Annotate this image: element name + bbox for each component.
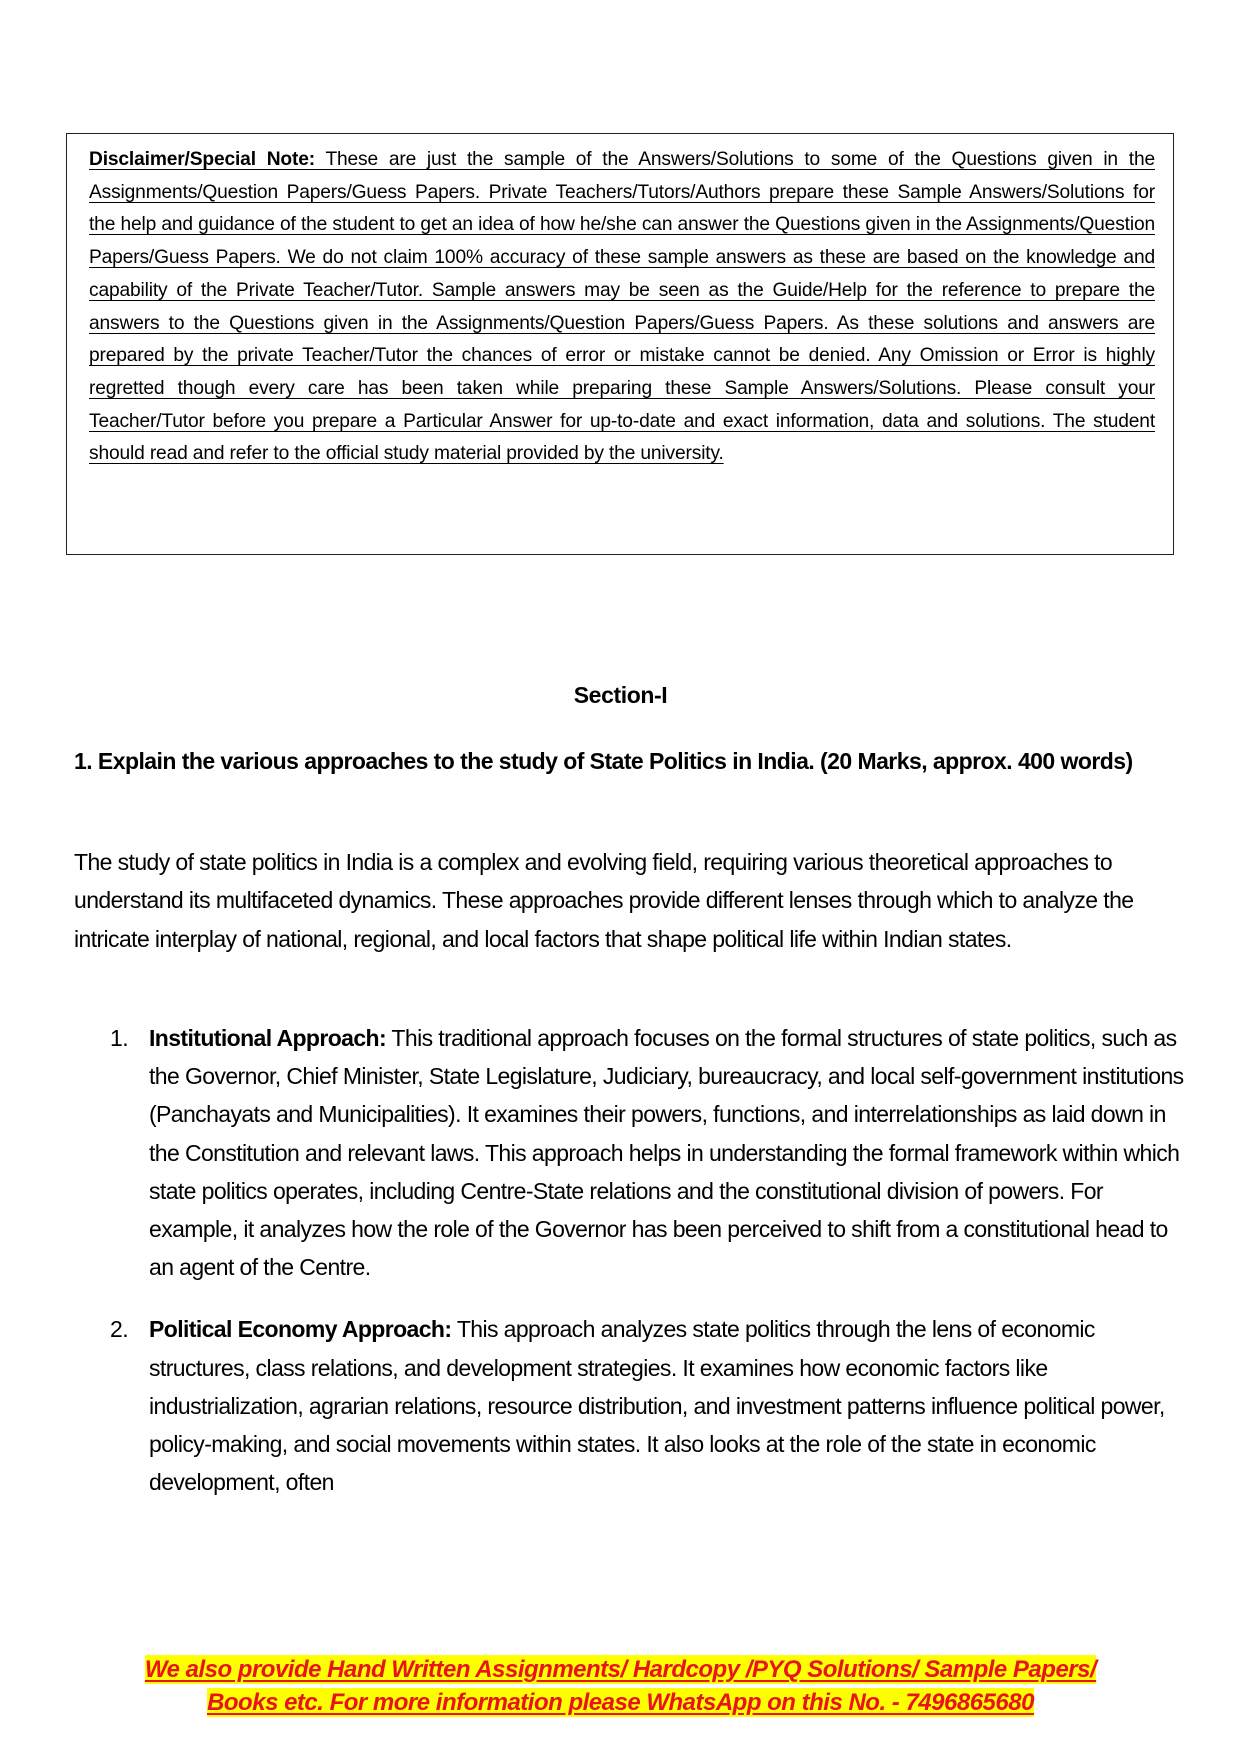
list-item [0,1310,1189,1501]
list-item-number: 1. [110,1025,128,1051]
disclaimer-text [89,144,1155,471]
approach-description: This traditional approach focuses on the formal structures of state politics, such as the Governor, Chief Minister, State Legislature, Judiciary, bureaucracy, and local self-government institutions (Panchayats and Municipalities). It examines their powers, functions, and interrelationships as laid down in the Constitution and relevant laws. This approach helps in understanding the formal framework within which state politics operates, including Centre-State relations and the constitutional division of powers. For example, it analyzes how the role of the Governor has been perceived to shift from a constitutional head to an agent of the Centre. [149,1025,1184,1281]
promo-banner [0,1653,1241,1719]
approach-title: Political Economy Approach: [149,1316,452,1343]
disclaimer-body: These are just the sample of the Answers/Solutions to some of the Questions given in the Assignments/Question Papers/Guess Papers. Private Teachers/Tutors/Authors prepare these Sample Answers/Solutions for the help and guidance of the student to get an idea of how he/she can answer the Questions given in the Assignments/Question Papers/Guess Papers. We do not claim 100% accuracy of these sample answers as these are based on the knowledge and capability of the Private Teacher/Tutor. Sample answers may be seen as the Guide/Help for the reference to prepare the answers to the Questions given in the Assignments/Question Papers/Guess Papers. As these solutions and answers are prepared by the private Teacher/Tutor the chances of error or mistake cannot be denied. Any Omission or Error is highly regretted though every care has been taken while preparing these Sample Answers/Solutions. Please consult your Teacher/Tutor before you prepare a Particular Answer for up-to-date and exact information, data and solutions. The student should read and refer to the official study material provided by the university. [89,149,1155,465]
disclaimer-label: Disclaimer/Special Note: [89,149,315,170]
approach-title: Institutional Approach: [149,1025,387,1051]
list-item-number: 2. [110,1316,128,1343]
approach-description: This approach analyzes state politics through the lens of economic structures, class relations, and development strategies. It examines how economic factors like industrialization, agrarian relations, resource distribution, and investment patterns influence political power, policy-making, and social movements within states. It also looks at the role of the state in economic development, often [149,1316,1165,1496]
promo-line-1: We also provide Hand Written Assignments/ Hardcopy /PYQ Solutions/ Sample Papers/ [144,1656,1097,1683]
disclaimer-box [66,133,1174,555]
section-title: Section-I [573,682,668,708]
intro-paragraph: The study of state politics in India is a complex and evolving field, requiring various theoretical approaches to understand its multifaceted dynamics. These approaches provide different lenses through which to analyze the intricate interplay of national, regional, and local factors that shape political life within Indian states. [74,849,1134,952]
approach-list [0,1019,1241,1501]
promo-line-2: Books etc. For more information please WhatsApp on this No. - 7496865680 [207,1689,1034,1716]
list-item [0,1019,1189,1286]
question-heading: 1. Explain the various approaches to the study of State Politics in India. (20 Marks, approx. 400 words) [74,748,1133,774]
